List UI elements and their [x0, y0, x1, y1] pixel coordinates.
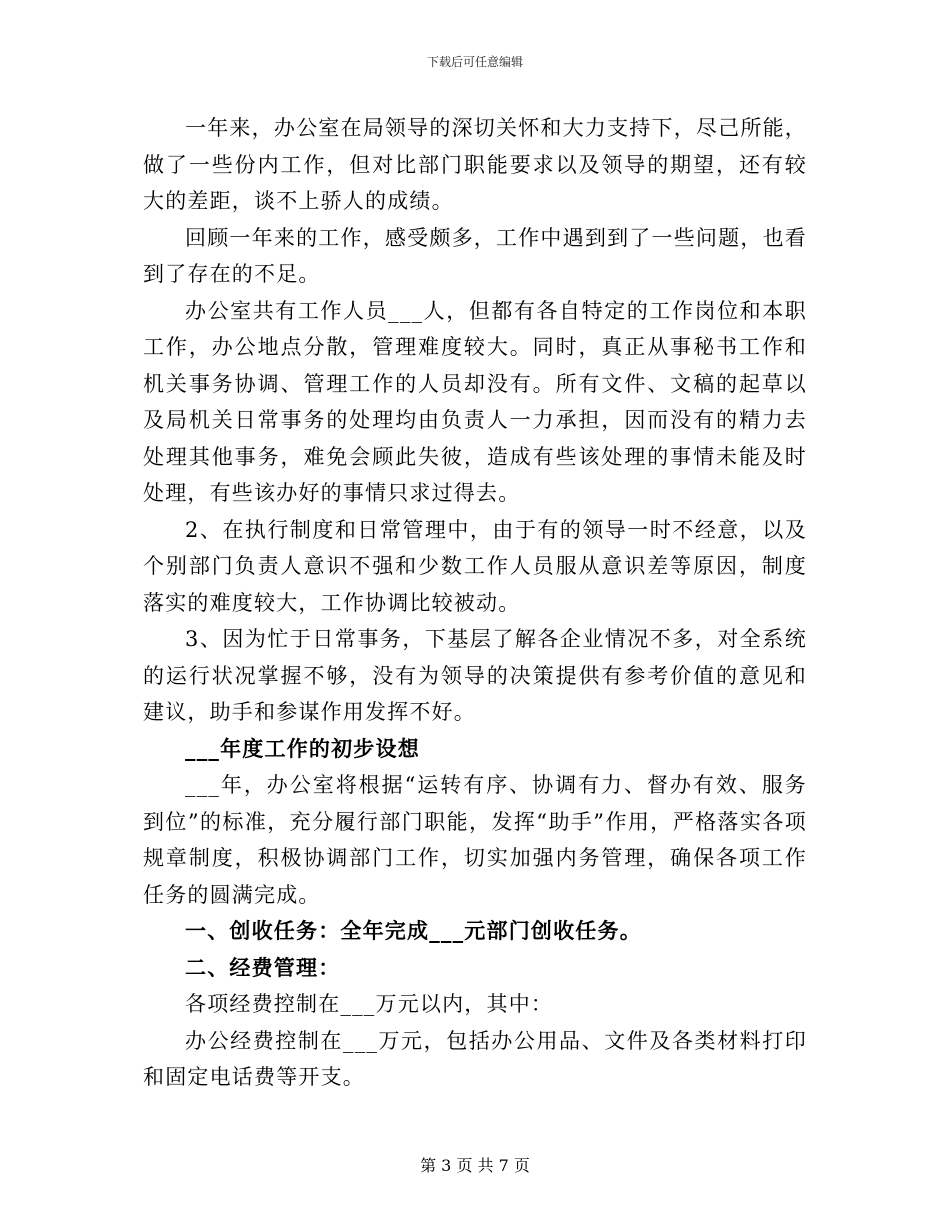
paragraph-6: ___年，办公室将根据“运转有序、协调有力、督办有效、服务到位”的标准，充分履行部门职能，发挥“助手”作用，严格落实各项规章制度，积极协调部门工作，切实加强内务管理，确保各项工作任务的圆满完成。 [143, 773, 807, 907]
page-header: 下载后可任意编辑 [426, 55, 523, 69]
paragraph-5: 3、因为忙于日常事务，下基层了解各企业情况不多，对全系统的运行状况掌握不够，没有为领导的决策提供有参考价值的意见和建议，助手和参谋作用发挥不好。 [143, 627, 807, 724]
paragraph-3: 办公室共有工作人员___人，但都有各自特定的工作岗位和本职工作，办公地点分散，管理难度较大。同时，真正从事秘书工作和机关事务协调、管理工作的人员却没有。所有文件、文稿的起草以及局机关日常事务的处理均由负责人一力承担，因而没有的精力去处理其他事务，难免会顾此失彼，造成有些该处理的事情未能及时处理，有些该办好的事情只求过得去。 [143, 298, 807, 505]
paragraph-4: 2、在执行制度和日常管理中，由于有的领导一时不经意，以及个别部门负责人意识不强和少数工作人员服从意识差等原因，制度落实的难度较大，工作协调比较被动。 [143, 517, 807, 615]
section-heading-budget: 二、经费管理： [185, 954, 341, 980]
paragraph-2: 回顾一年来的工作，感受颇多，工作中遇到到了一些问题，也看到了存在的不足。 [143, 225, 807, 286]
paragraph-8: 办公经费控制在___万元，包括办公用品、文件及各类材料打印和固定电话费等开支。 [143, 1028, 807, 1089]
document-body [143, 110, 807, 1096]
section-heading-plan: ___年度工作的初步设想 [185, 735, 420, 761]
paragraph-7: 各项经费控制在___万元以内，其中： [185, 992, 554, 1016]
section-heading-revenue: 一、创收任务：全年完成___元部门创收任务。 [185, 918, 642, 943]
paragraph-1: 一年来，办公室在局领导的深切关怀和大力支持下，尽己所能，做了一些份内工作，但对比部门职能要求以及领导的期望，还有较大的差距，谈不上骄人的成绩。 [143, 116, 807, 213]
page-footer: 第 3 页 共 7 页 [420, 1156, 530, 1175]
